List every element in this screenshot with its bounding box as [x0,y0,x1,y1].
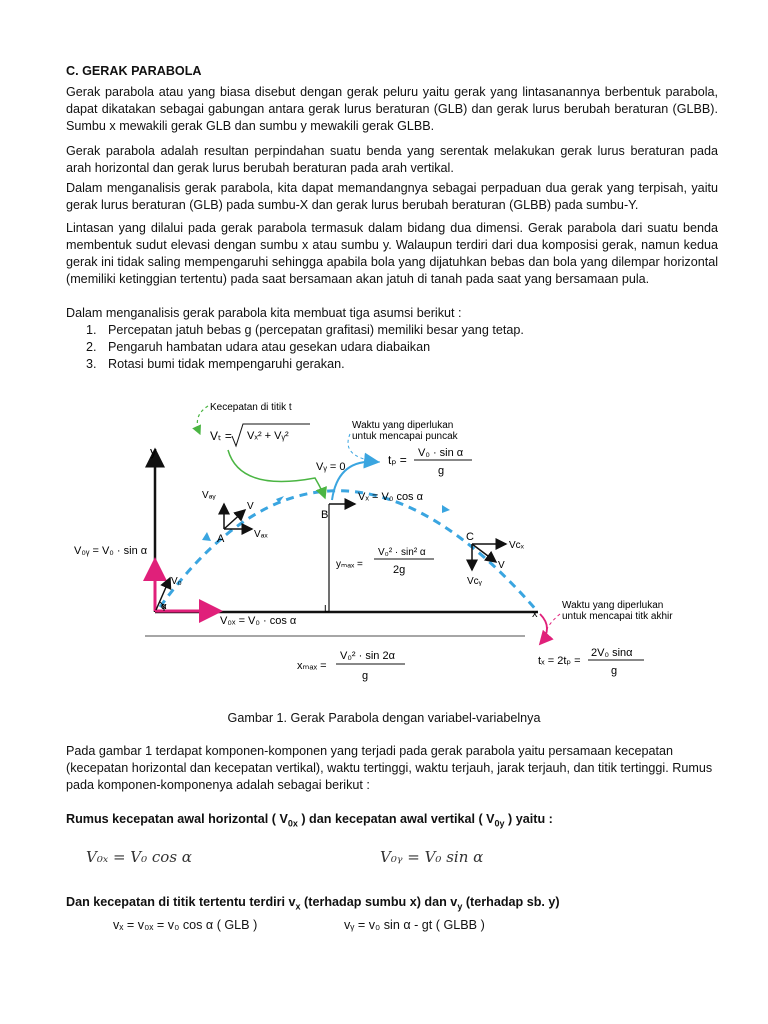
paragraph-definition: Gerak parabola atau yang biasa disebut dengan gerak peluru yaitu gerak yang lintasanannya berbentuk parabola, dapat dikatakan sebagai gabungan antara gerak lurus beraturan (GLB) dan gerak lurus berubah beraturan (GLBB). Sumbu x mewakili gerak GLB dan sumbu y mewakili gerak GLBB. [66,85,718,133]
vox-label: V₀ₓ = V₀ · cos α [220,615,297,627]
vt-expression: Vₓ² + Vᵧ² [247,430,289,442]
ymax-numerator: V₀² · sin² α [378,547,426,558]
v0-label: V₀ [171,576,182,587]
note-tx-1: Waktu yang diperlukan [562,600,664,611]
point-l-label: L [324,604,330,615]
va-label: V [247,501,254,512]
y-axis-label: y [150,444,157,459]
ymax-denominator: 2g [393,564,406,576]
paragraph-assumptions-intro: Dalam menganalisis gerak parabola kita membuat tiga asumsi berikut : [66,306,462,320]
xmax-label: xₘₐₓ = [297,660,327,672]
vcx-label: Vᴄₓ [509,540,524,551]
rumus-heading: Rumus kecepatan awal horizontal ( $V_{0x}$ ) dan kecepatan awal vertikal ( $V_{0y}$ ) yaitu : [66,812,553,829]
note-tx-2: untuk mencapai titk akhir [562,611,673,622]
section-title: C. GERAK PARABOLA [66,64,202,78]
tp-label: tₚ = [388,453,407,467]
vc-label: V [498,560,505,571]
va-vector [224,510,245,529]
vy-zero-label: Vᵧ = 0 [316,461,346,473]
vx-top-label: Vₓ = V₀ cos α [358,491,423,503]
alpha-label: α [161,601,167,611]
paragraph-dimension: Lintasan yang dilalui pada gerak parabola termasuk dalam bidang dua dimensi. Gerak parabola dari suatu benda membentuk sudut elevasi dengan sumbu x atau sumbu y. Walaupun terdiri dari dua komposisi gerak, namun kedua gerak ini tidak saling mempengaruhi sehingga apabila bola yang dijatuhkan bebas dan bola yang dilempar horizontal (memiliki ketinggian tertentu) pada saat bersamaan akan jatuh di tanah pada saat yang bersamaan pula. [66,221,718,286]
assumption-list [66,322,524,373]
figure-caption: Gambar 1. Gerak Parabola dengan variabel-variabelnya [227,711,541,725]
formula-voy: V₀ᵧ = V₀ sin α [380,848,484,866]
point-a-label: A [217,533,225,545]
paragraph-components: Pada gambar 1 terdapat komponen-komponen yang terjadi pada gerak parabola yaitu persamaan kecepatan (kecepatan horizontal dan kecepatan vertikal), waktu tertinggi, waktu terjauh, jarak terjauh, dan titik tertinggi. Rumus pada komponen-komponenya adalah sebagai berikut : [66,744,713,792]
tx-numerator: 2V₀ sinα [591,647,633,659]
list-item: 2. Pengaruh hambatan udara atau gesekan udara diabaikan [86,340,431,354]
vcy-label: Vᴄᵧ [467,576,482,587]
equation-vy: vᵧ = v₀ sin α - gt ( GLBB ) [344,918,485,932]
trajectory-arrow [442,505,450,513]
projectile-motion-diagram [60,392,680,692]
equation-vx: vₓ = v₀ₓ = v₀ cos α ( GLB ) [113,918,258,932]
vay-label: Vₐᵧ [202,490,216,501]
speed-heading: Dan kecepatan di titik tertentu terdiri $v_x$ (terhadap sumbu x) dan $v_y$ (terhadap sb. y) [66,895,560,912]
vt-label: Vₜ = [210,429,232,443]
paragraph-resultant: Gerak parabola adalah resultan perpindahan suatu benda yang serentak melakukan gerak lurus beraturan pada arah horizontal dan gerak lurus berubah beraturan pada arah vertikal. [66,144,718,175]
tx-denominator: g [611,665,618,677]
voy-label: V₀ᵧ = V₀ · sin α [74,545,148,557]
paragraph-analysis: Dalam menganalisis gerak parabola, kita dapat memandangnya sebagai perpaduan dua gerak yang terpisah, yaitu gerak lurus beraturan (GLB) pada sumbu-X dan gerak lurus berubah beraturan (GLBB) pada sumbu-Y. [66,181,718,212]
tx-note-arrow [546,614,560,632]
vc-vector [472,544,496,562]
note-vt: Kecepatan di titik t [210,402,292,413]
note-tp-1: Waktu yang diperlukan [352,420,454,431]
list-item: 3. Rotasi bumi tidak mempengaruhi gerakan. [86,357,345,371]
tx-label: tₓ = 2tₚ = [538,655,581,667]
xmax-denominator: g [362,670,369,682]
tp-numerator: V₀ · sin α [418,447,464,459]
x-axis-label: x [532,608,538,620]
tx-arrow [540,614,547,644]
vax-label: Vₐₓ [254,529,268,540]
formula-vox: V₀ₓ = V₀ cos α [86,848,192,866]
tp-denominator: g [438,465,445,477]
point-c-label: C [466,531,474,543]
vt-arrow [228,450,325,498]
xmax-numerator: V₀² · sin 2α [340,650,395,662]
ymax-label: yₘₐₓ = [336,559,363,570]
list-item: 1. Percepatan jatuh bebas g (percepatan grafitasi) memiliki besar yang tetap. [86,323,524,337]
trajectory-arrow [202,532,211,541]
vt-note-arrow [197,406,208,434]
point-b-label: B [321,509,329,521]
note-tp-2: untuk mencapai puncak [352,431,458,442]
